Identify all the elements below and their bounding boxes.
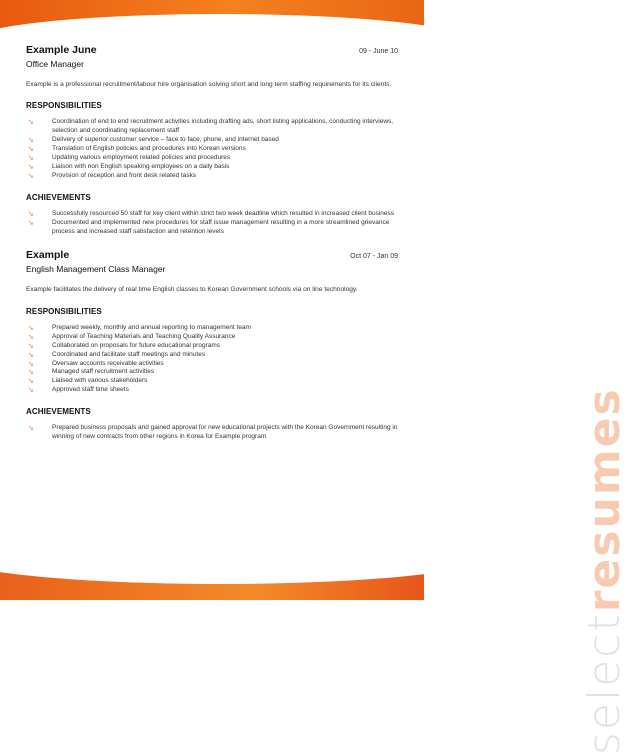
bullet-arrow-icon: ➘ xyxy=(28,145,34,154)
header-decoration-band xyxy=(0,0,424,30)
achievements-heading: ACHIEVEMENTS xyxy=(26,407,91,417)
bullet-arrow-icon: ➘ xyxy=(28,341,34,350)
list-item-text: Liaised with various stakeholders xyxy=(52,377,148,385)
job-title: Office Manager xyxy=(26,59,84,69)
bullet-arrow-icon: ➘ xyxy=(28,154,34,163)
list-item xyxy=(26,351,398,360)
bullet-arrow-icon: ➘ xyxy=(28,350,34,359)
achievements-list xyxy=(26,210,398,237)
list-item-text: Translation of English policies and procedures into Korean versions xyxy=(52,145,246,153)
list-item xyxy=(26,118,398,136)
list-item-text: Prepared weekly, monthly and annual reporting to management team xyxy=(52,323,251,331)
footer-decoration-band xyxy=(0,566,424,600)
list-item xyxy=(26,386,398,395)
employment-dates: 09 - June 10 xyxy=(359,48,398,55)
footer-swoosh xyxy=(0,522,500,584)
list-item xyxy=(26,136,398,145)
list-item xyxy=(26,377,398,386)
list-item-text: Managed staff recruitment activities xyxy=(52,368,155,376)
achievements-list xyxy=(26,424,398,442)
job-header xyxy=(26,44,398,56)
list-item-text: Collaborated on proposals for future educational programs xyxy=(52,341,221,349)
responsibilities-heading: RESPONSIBILITIES xyxy=(26,306,102,316)
bullet-arrow-icon: ➘ xyxy=(28,386,34,395)
list-item xyxy=(26,333,398,342)
list-item xyxy=(26,342,398,351)
resume-content xyxy=(26,44,398,442)
list-item xyxy=(26,324,398,333)
list-item xyxy=(26,154,398,163)
bullet-arrow-icon: ➘ xyxy=(28,162,34,171)
company-name: Example xyxy=(26,249,70,262)
list-item-text: Provision of reception and front desk related tasks xyxy=(52,171,197,179)
list-item xyxy=(26,163,398,172)
employment-dates: Oct 07 - Jan 09 xyxy=(350,253,398,261)
company-summary: Example facilitates the delivery of real time English classes to Korean Government schools via on line technology. xyxy=(26,286,358,294)
company-name: Example June xyxy=(26,44,97,56)
list-item-text: Approved staff time sheets xyxy=(52,386,129,394)
list-item xyxy=(26,424,398,442)
bullet-arrow-icon: ➘ xyxy=(28,323,34,332)
bullet-arrow-icon: ➘ xyxy=(28,332,34,341)
bullet-arrow-icon: ➘ xyxy=(28,171,34,180)
responsibilities-list xyxy=(26,118,398,180)
bullet-arrow-icon: ➘ xyxy=(28,209,34,218)
watermark-select: select xyxy=(579,612,630,755)
list-item xyxy=(26,368,398,377)
watermark-resumes: resumes xyxy=(579,387,630,613)
job-title: English Management Class Manager xyxy=(26,264,166,275)
bullet-arrow-icon: ➘ xyxy=(28,136,34,145)
list-item xyxy=(26,360,398,369)
responsibilities-heading: RESPONSIBILITIES xyxy=(26,101,102,111)
bullet-arrow-icon: ➘ xyxy=(28,368,34,377)
list-item xyxy=(26,210,398,219)
bullet-arrow-icon: ➘ xyxy=(28,359,34,368)
job-entry-1 xyxy=(26,44,398,236)
bullet-arrow-icon: ➘ xyxy=(28,118,34,127)
select-resumes-watermark xyxy=(579,387,630,755)
list-item-text: Successfully resourced 50 staff for key client within strict two week deadline which resulted in increased client business xyxy=(52,209,395,217)
list-item xyxy=(26,172,398,181)
list-item xyxy=(26,145,398,154)
bullet-arrow-icon: ➘ xyxy=(28,218,34,227)
list-item xyxy=(26,219,398,237)
list-item-text: Coordination of end to end recruitment activities including drafting ads, short listing applications, conducting interviews, selection and coordinating replacement staff xyxy=(52,118,394,135)
achievements-heading: ACHIEVEMENTS xyxy=(26,192,91,202)
list-item-text: Updating various employment related policies and procedures xyxy=(52,154,231,162)
responsibilities-list xyxy=(26,324,398,395)
list-item-text: Oversaw accounts receivable activities xyxy=(52,359,164,367)
job-entry-2 xyxy=(26,249,398,441)
list-item-text: Approval of Teaching Materials and Teaching Quality Assurance xyxy=(52,332,236,340)
bullet-arrow-icon: ➘ xyxy=(28,424,34,433)
company-summary: Example is a professional recruitment/labour hire organisation solving short and long term staffing requirements for its clients. xyxy=(26,81,392,88)
bullet-arrow-icon: ➘ xyxy=(28,377,34,386)
list-item-text: Coordinated and facilitate staff meetings and minutes xyxy=(52,350,206,358)
list-item-text: Documented and implemented new procedures for staff issue management resulting in a more streamlined grievance process and increased staff satisfaction and retention levels xyxy=(52,218,390,235)
list-item-text: Prepared business proposals and gained approval for new educational projects with the Korean Government resulting in winning of new contracts from other regions in Korea for Example program xyxy=(52,424,398,441)
list-item-text: Delivery of superior customer service – face to face, phone, and internet based xyxy=(52,136,279,144)
list-item-text: Liaison with non English speaking employees on a daily basis xyxy=(52,162,230,170)
job-header xyxy=(26,249,398,261)
